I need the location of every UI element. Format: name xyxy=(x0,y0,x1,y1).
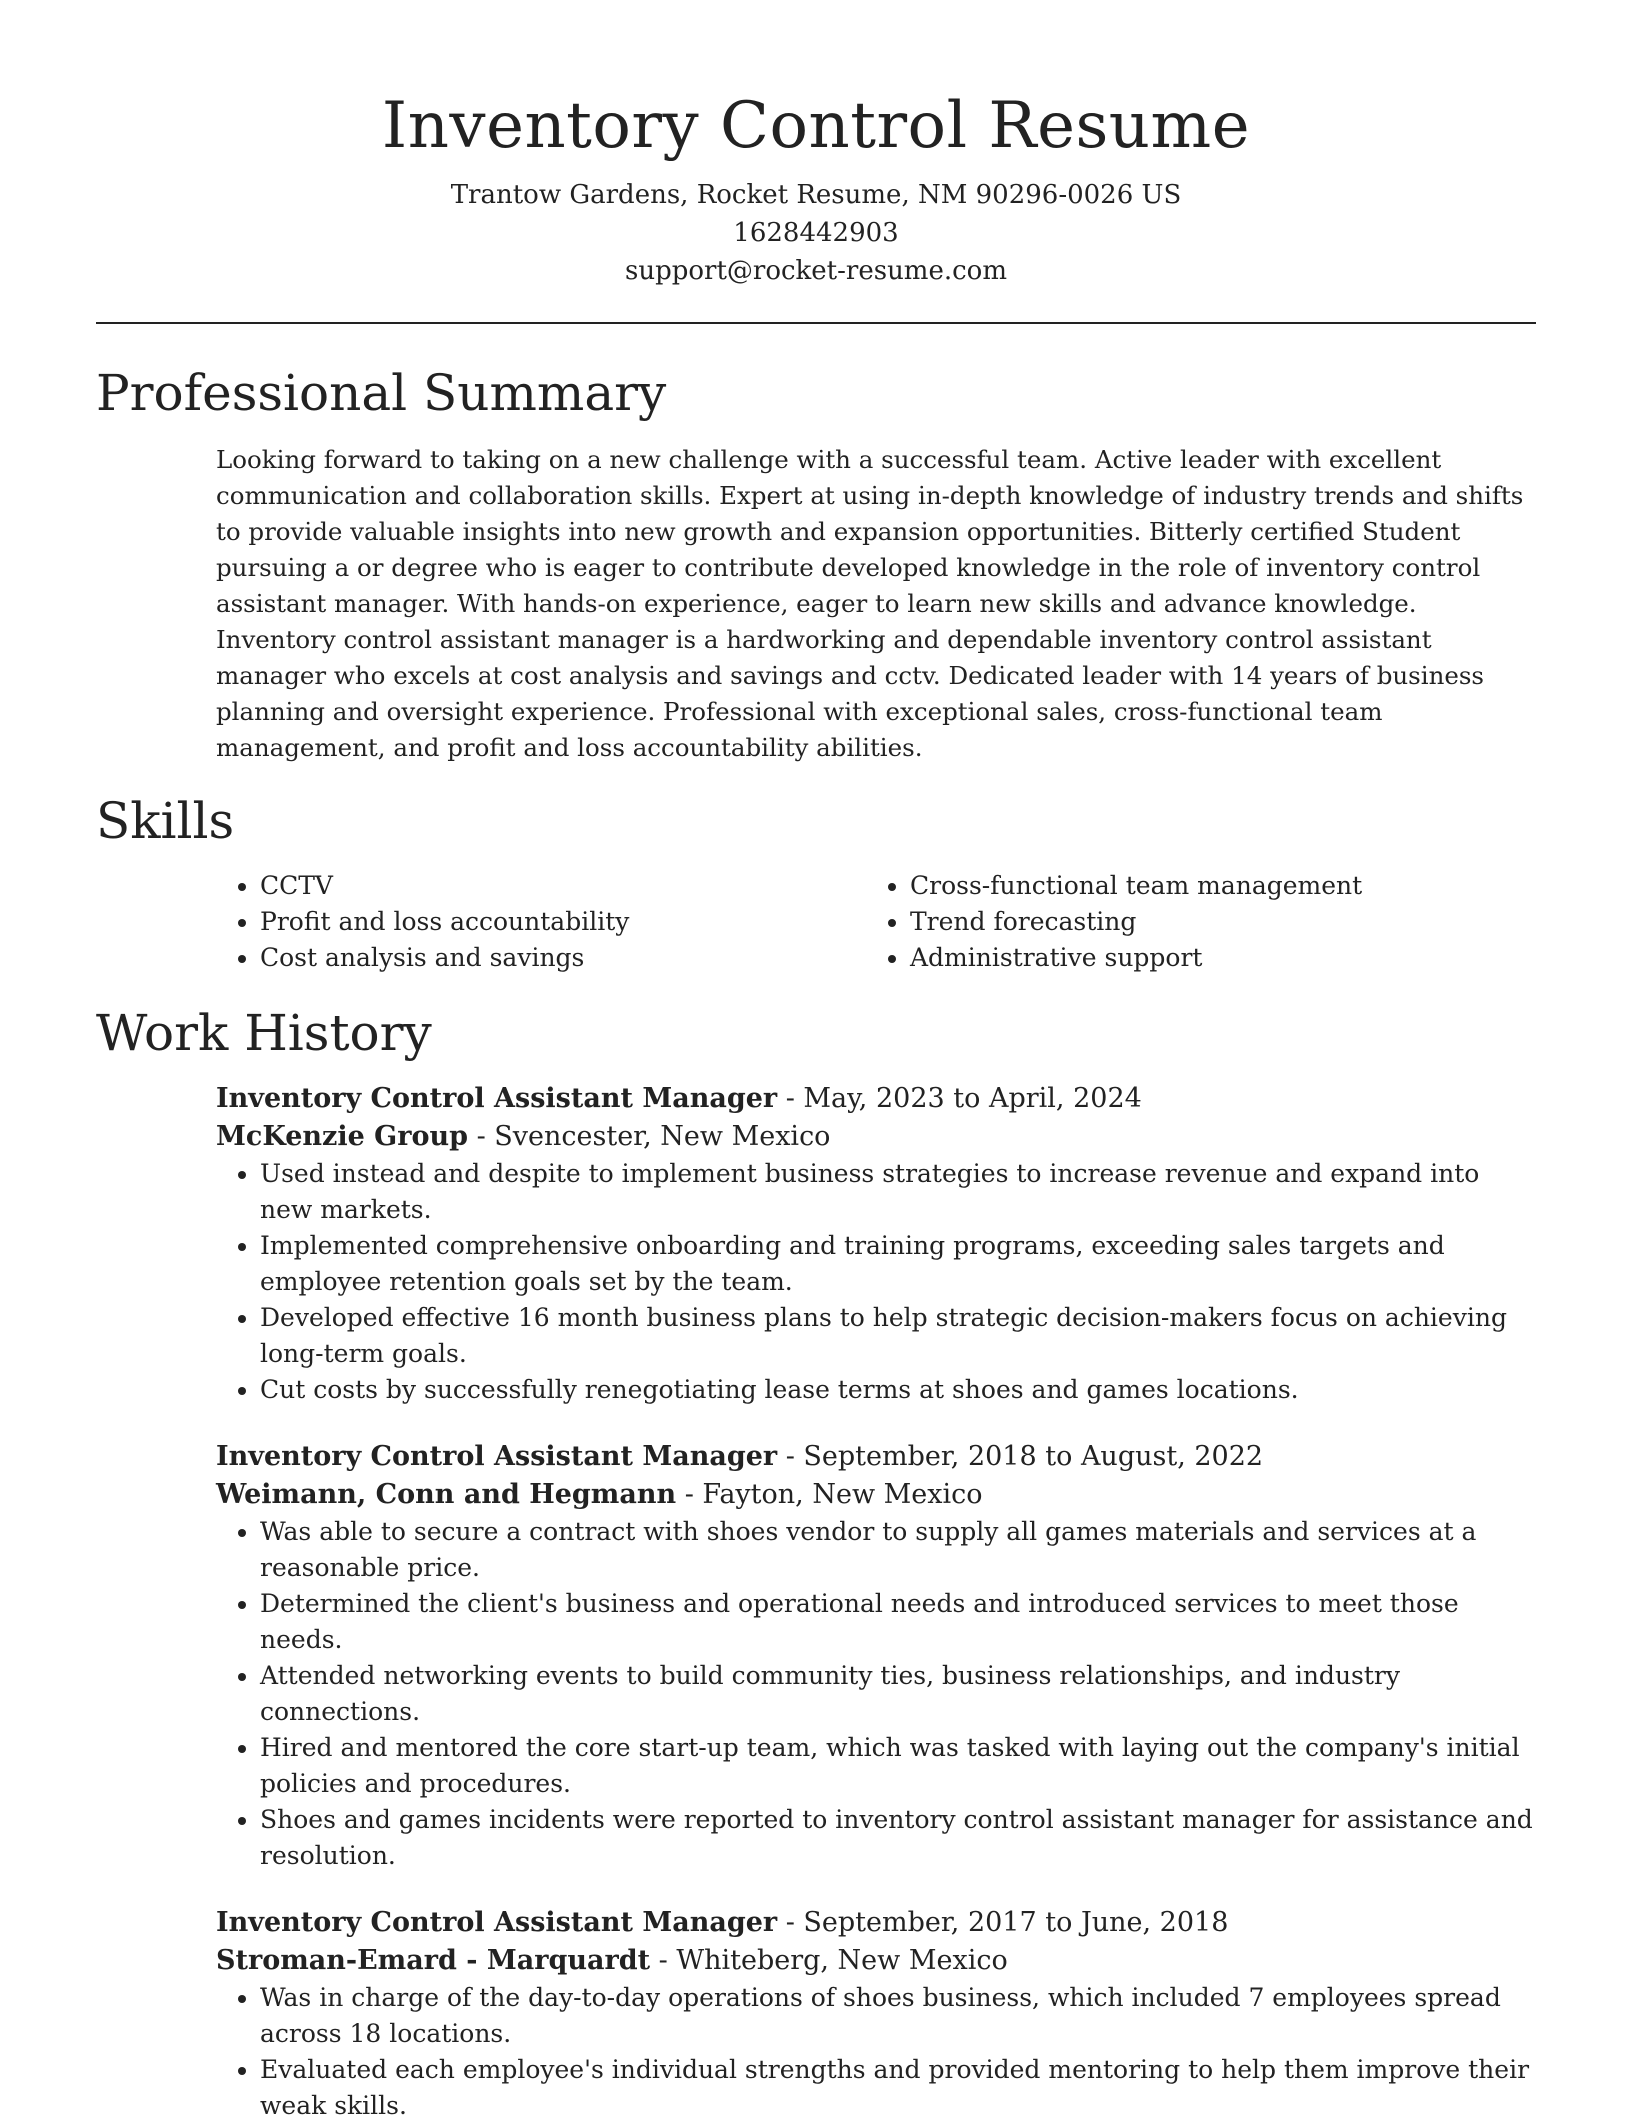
job-title: Inventory Control Assistant Manager xyxy=(216,1441,778,1472)
job-entry xyxy=(216,1080,1536,1408)
job-bullet: • Evaluated each employee's individual strengths and provided mentoring to help them improve their weak skills. xyxy=(260,2052,1536,2124)
job-bullet: • Hired and mentored the core start-up team, which was tasked with laying out the company's initial policies and procedures. xyxy=(260,1730,1536,1802)
job-company-line xyxy=(216,1118,1536,1156)
job-title-line xyxy=(216,1080,1536,1118)
contact-info xyxy=(96,176,1536,290)
header-divider xyxy=(96,322,1536,324)
job-bullet: • Was in charge of the day-to-day operations of shoes business, which included 7 employees spread across 18 locations. xyxy=(260,1980,1536,2052)
job-location: - Svencester, New Mexico xyxy=(467,1121,831,1152)
job-location: - Whiteberg, New Mexico xyxy=(650,1945,1008,1976)
job-bullet: • Implemented comprehensive onboarding and training programs, exceeding sales targets and employee retention goals set by the team. xyxy=(260,1228,1536,1300)
work-history-section xyxy=(96,1000,1536,2124)
skill-item: • Administrative support xyxy=(910,940,1516,976)
contact-phone: 1628442903 xyxy=(733,218,899,248)
summary-heading: Professional Summary xyxy=(96,364,667,422)
job-location: - Fayton, New Mexico xyxy=(676,1479,983,1510)
job-dates: - September, 2017 to June, 2018 xyxy=(777,1907,1229,1938)
job-bullets xyxy=(216,1980,1536,2124)
job-bullet: • Used instead and despite to implement business strategies to increase revenue and expand into new markets. xyxy=(260,1156,1536,1228)
skills-heading: Skills xyxy=(96,792,235,850)
resume-page xyxy=(96,80,1536,2124)
job-company-line xyxy=(216,1942,1536,1980)
job-bullet: • Was able to secure a contract with shoes vendor to supply all games materials and services at a reasonable price. xyxy=(260,1514,1536,1586)
job-company: McKenzie Group xyxy=(216,1121,468,1152)
job-title-line xyxy=(216,1904,1536,1942)
job-bullet: • Determined the client's business and operational needs and introduced services to meet those needs. xyxy=(260,1586,1536,1658)
skill-item: • CCTV xyxy=(260,868,866,904)
skills-list-right xyxy=(866,868,1516,976)
skill-item: • Trend forecasting xyxy=(910,904,1516,940)
job-bullets xyxy=(216,1514,1536,1874)
job-bullet: • Cut costs by successfully renegotiating lease terms at shoes and games locations. xyxy=(260,1372,1536,1408)
summary-section xyxy=(96,360,1536,766)
skill-item: • Cost analysis and savings xyxy=(260,940,866,976)
job-title: Inventory Control Assistant Manager xyxy=(216,1083,778,1114)
job-title-line xyxy=(216,1438,1536,1476)
job-company: Weimann, Conn and Hegmann xyxy=(216,1479,677,1510)
job-dates: - September, 2018 to August, 2022 xyxy=(777,1441,1264,1472)
skills-section xyxy=(96,788,1536,976)
job-entry xyxy=(216,1438,1536,1874)
job-company: Stroman-Emard - Marquardt xyxy=(216,1945,651,1976)
job-bullet: • Attended networking events to build community ties, business relationships, and industry connections. xyxy=(260,1658,1536,1730)
skill-item: • Profit and loss accountability xyxy=(260,904,866,940)
job-title: Inventory Control Assistant Manager xyxy=(216,1907,778,1938)
job-bullet: • Shoes and games incidents were reported to inventory control assistant manager for assistance and resolution. xyxy=(260,1802,1536,1874)
job-bullet: • Developed effective 16 month business plans to help strategic decision-makers focus on achieving long-term goals. xyxy=(260,1300,1536,1372)
skills-grid xyxy=(216,868,1536,976)
resume-header xyxy=(96,80,1536,290)
job-company-line xyxy=(216,1476,1536,1514)
work-history-heading: Work History xyxy=(96,1004,432,1062)
contact-email: support@rocket-resume.com xyxy=(624,256,1007,286)
contact-address: Trantow Gardens, Rocket Resume, NM 90296-0026 US xyxy=(450,180,1182,210)
job-dates: - May, 2023 to April, 2024 xyxy=(777,1083,1142,1114)
skill-item: • Cross-functional team management xyxy=(910,868,1516,904)
summary-text: Looking forward to taking on a new challenge with a successful team. Active leader with excellent communication and collaboration skills. Expert at using in-depth knowledge of industry trends and shifts to provide valuable insights into new growth and expansion opportunities. Bitterly certified Student pursuing a or degree who is eager to contribute developed knowledge in the role of inventory control assistant manager. With hands-on experience, eager to learn new skills and advance knowledge. Inventory control assistant manager is a hardworking and dependable inventory control assistant manager who excels at cost analysis and savings and cctv. Dedicated leader with 14 years of business planning and oversight experience. Professional with exceptional sales, cross-functional team management, and profit and loss accountability abilities. xyxy=(216,445,1524,762)
job-bullets xyxy=(216,1156,1536,1408)
resume-title: Inventory Control Resume xyxy=(381,89,1251,163)
job-entry xyxy=(216,1904,1536,2124)
skills-list-left xyxy=(216,868,866,976)
